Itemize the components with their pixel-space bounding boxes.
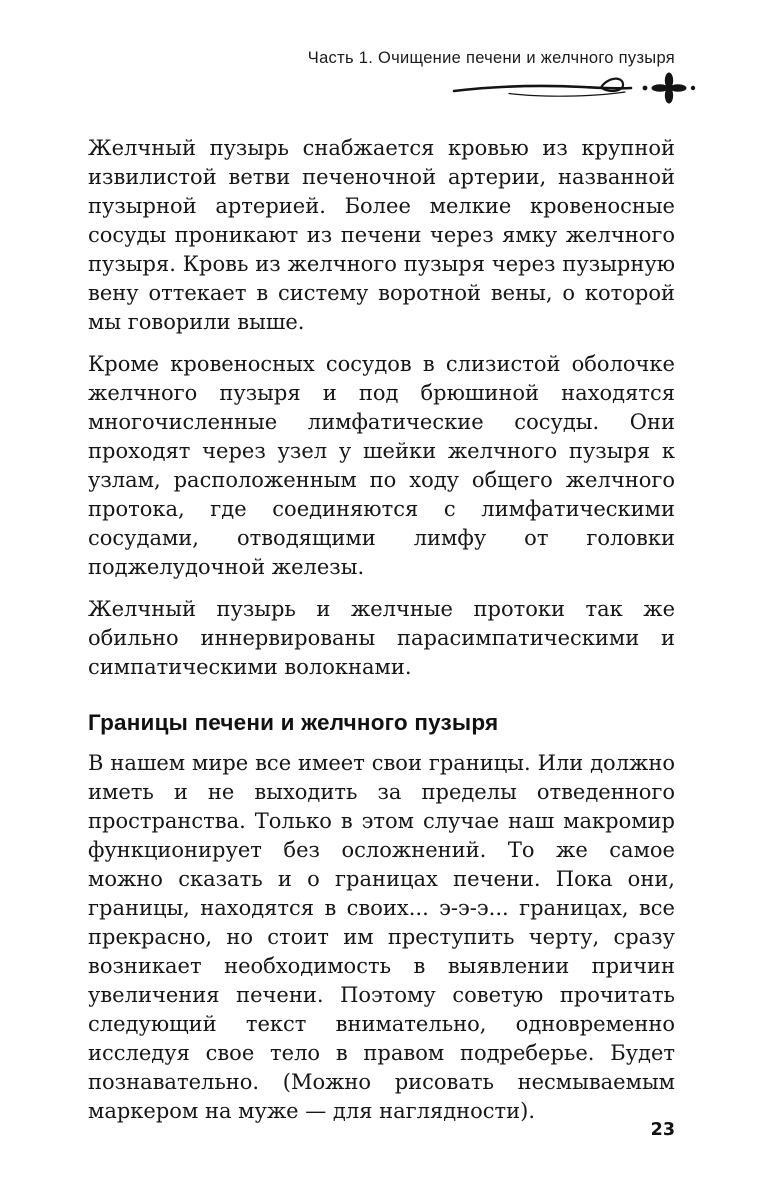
page-number: 23 bbox=[650, 1120, 675, 1140]
floral-flourish-icon bbox=[88, 71, 701, 105]
running-header bbox=[88, 48, 675, 105]
paragraph-blood-supply: Желчный пузырь снабжается кровью из крупной извилистой ветви печеночной артерии, названной пузырной артерией. Более мелкие кровеносные сосуды проникают из печени через ямку желчного пузыря. Кровь из желчного пузыря через пузырную вену оттекает в систему воротной вены, о которой мы говорили выше. bbox=[88, 136, 675, 334]
section-heading-liver-borders: Границы печени и желчного пузыря bbox=[88, 710, 499, 735]
chapter-title: Часть 1. Очищение печени и желчного пузыря bbox=[307, 49, 675, 67]
paragraph-borders-intro: В нашем мире все имеет свои границы. Или должно иметь и не выходить за пределы отведенного пространства. Только в этом случае наш макромир функционирует без осложнений. То же самое можно сказать и о границах печени. Пока они, границы, находятся в своих... э-э-э... границах, все прекрасно, но стоит им преступить черту, сразу возникает необходимость в выявлении причин увеличения печени. Поэтому советую прочитать следующий текст внимательно, одновременно исследуя свое тело в правом подреберье. Будет познавательно. (Можно рисовать несмываемым маркером на муже — для наглядности). bbox=[88, 751, 675, 1123]
page-content bbox=[88, 134, 675, 1139]
paragraph-lymphatic-vessels: Кроме кровеносных сосудов в слизистой оболочке желчного пузыря и под брюшиной находятся многочисленные лимфатические сосуды. Они проходят через узел у шейки желчного пузыря к узлам, расположенным по ходу общего желчного протока, где соединяются с лимфатическими сосудами, отводящими лимфу от головки поджелудочной железы. bbox=[88, 352, 675, 579]
paragraph-innervation: Желчный пузырь и желчные протоки так же обильно иннервированы парасимпатическими и симпатическими волокнами. bbox=[88, 597, 675, 679]
